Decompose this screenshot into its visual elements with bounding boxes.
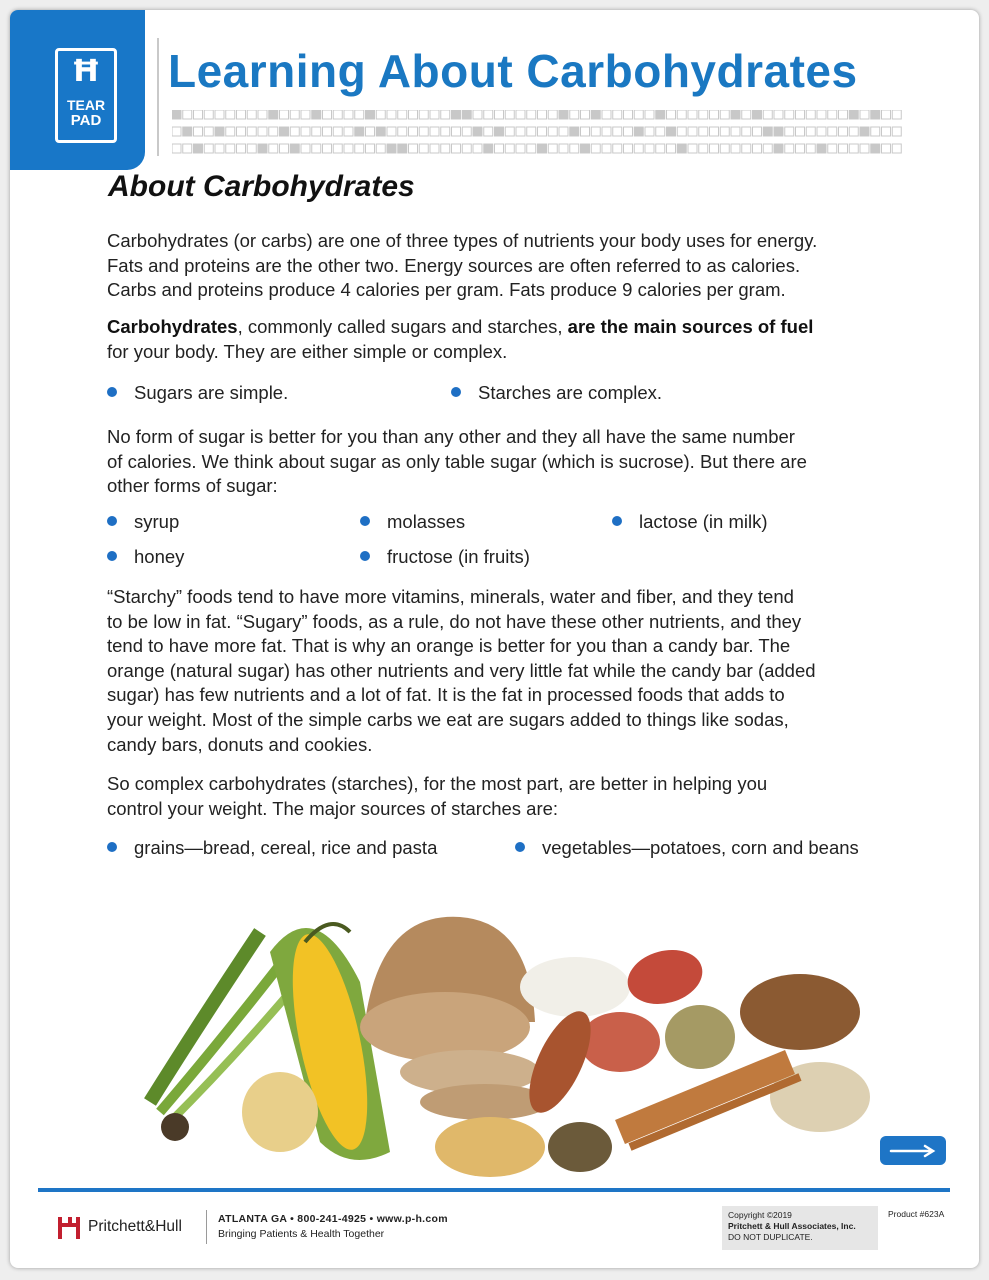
pattern-square — [247, 144, 256, 153]
pattern-square — [247, 110, 256, 119]
header-divider — [157, 38, 159, 156]
bullet-item — [107, 510, 179, 534]
pattern-square — [699, 127, 708, 136]
pattern-square — [194, 110, 203, 119]
bullet-item — [612, 510, 768, 534]
pattern-square — [301, 144, 310, 153]
pattern-square — [581, 127, 590, 136]
bullet-dot-icon — [360, 516, 370, 526]
pattern-square — [774, 110, 783, 119]
pattern-square — [591, 110, 600, 119]
pattern-square — [839, 144, 848, 153]
pattern-square — [323, 127, 332, 136]
pattern-square — [269, 144, 278, 153]
pattern-square — [419, 110, 428, 119]
pattern-square — [258, 127, 267, 136]
pattern-square — [484, 110, 493, 119]
pattern-square — [366, 127, 375, 136]
pattern-square — [505, 127, 514, 136]
bullet-dot-icon — [451, 387, 461, 397]
pattern-square — [301, 110, 310, 119]
pattern-square — [387, 110, 396, 119]
next-page-button[interactable] — [880, 1136, 946, 1165]
pattern-square — [505, 144, 514, 153]
pattern-square — [624, 110, 633, 119]
footer-divider — [38, 1188, 950, 1192]
paragraph-line: “Starchy” foods tend to have more vitamins, minerals, water and fiber, and they tend — [107, 586, 794, 607]
pattern-square — [710, 127, 719, 136]
pattern-square — [344, 144, 353, 153]
pattern-square — [892, 110, 901, 119]
pattern-square — [473, 144, 482, 153]
pattern-square — [839, 127, 848, 136]
pattern-square — [301, 127, 310, 136]
bullet-text: Sugars are simple. — [134, 382, 289, 403]
intro-line: Fats and proteins are the other two. Energy sources are often referred to as calories. — [107, 254, 801, 276]
decorative-square-pattern — [172, 110, 902, 158]
ph-logo-icon — [56, 1213, 84, 1241]
pattern-square — [290, 144, 299, 153]
bullet-dot-icon — [360, 551, 370, 561]
pattern-square — [548, 127, 557, 136]
pattern-square — [753, 127, 762, 136]
pattern-square — [269, 110, 278, 119]
pattern-square — [688, 110, 697, 119]
starchy-vs-sugary-paragraph — [107, 585, 907, 757]
pattern-square — [548, 144, 557, 153]
pattern-square — [796, 110, 805, 119]
pattern-square — [656, 144, 665, 153]
pattern-square — [548, 110, 557, 119]
pattern-square — [355, 127, 364, 136]
pattern-square — [559, 110, 568, 119]
pattern-square — [183, 127, 192, 136]
arrow-right-icon — [889, 1144, 937, 1158]
paragraph-line: other forms of sugar: — [107, 475, 278, 497]
paragraph-line: tend to have more fat. That is why an orange is better for you than a candy bar. The — [107, 635, 791, 657]
bullet-item — [107, 836, 437, 860]
pattern-square — [247, 127, 256, 136]
pattern-square — [204, 110, 213, 119]
pattern-square — [860, 127, 869, 136]
pattern-square — [731, 110, 740, 119]
footer-brand — [56, 1213, 182, 1241]
pattern-square — [785, 110, 794, 119]
pattern-square — [806, 110, 815, 119]
ph-monogram-icon: Ħ — [71, 54, 101, 89]
pattern-square — [602, 110, 611, 119]
bullet-text: molasses — [387, 511, 466, 532]
bullet-dot-icon — [107, 551, 117, 561]
pattern-square — [505, 110, 514, 119]
bullet-text: fructose (in fruits) — [387, 546, 530, 567]
pattern-square — [280, 110, 289, 119]
pattern-square — [215, 110, 224, 119]
footer-vertical-divider — [206, 1210, 207, 1244]
pattern-square — [785, 127, 794, 136]
pattern-square — [441, 144, 450, 153]
paragraph-line: of calories. We think about sugar as only table sugar (which is sucrose). But there are — [107, 450, 807, 472]
copyright-box — [722, 1206, 878, 1250]
pattern-square — [409, 144, 418, 153]
pattern-square — [849, 144, 858, 153]
fuel-paragraph — [107, 315, 907, 364]
pattern-square — [763, 127, 772, 136]
handout-page — [10, 10, 979, 1268]
bold-term: Carbohydrates — [107, 316, 238, 337]
pattern-square — [462, 127, 471, 136]
pattern-square — [634, 127, 643, 136]
pattern-square — [710, 110, 719, 119]
paragraph-line: control your weight. The major sources of starches are: — [107, 797, 559, 819]
pattern-square — [849, 127, 858, 136]
pattern-square — [333, 110, 342, 119]
pattern-square — [828, 144, 837, 153]
bullet-item — [451, 381, 662, 405]
pattern-square — [183, 110, 192, 119]
pattern-square — [527, 127, 536, 136]
pattern-square — [516, 110, 525, 119]
brand-tab — [10, 10, 145, 170]
sugar-paragraph — [107, 425, 907, 499]
pattern-square — [462, 144, 471, 153]
bullet-item — [360, 510, 465, 534]
pattern-square — [742, 127, 751, 136]
paragraph-line: orange (natural sugar) has other nutrients and very little fat while the candy bar (added — [107, 659, 816, 681]
pattern-square — [344, 127, 353, 136]
pattern-square — [495, 127, 504, 136]
pattern-square — [871, 127, 880, 136]
brand-name: Pritchett&Hull — [88, 1218, 182, 1235]
pattern-square — [624, 127, 633, 136]
pattern-square — [204, 127, 213, 136]
pattern-square — [183, 144, 192, 153]
pattern-square — [763, 144, 772, 153]
pattern-square — [398, 144, 407, 153]
paragraph-text: , commonly called sugars and starches, — [237, 316, 568, 337]
bullet-item — [107, 545, 184, 569]
pattern-square — [591, 127, 600, 136]
pattern-square — [538, 110, 547, 119]
pattern-square — [667, 144, 676, 153]
pattern-square — [817, 144, 826, 153]
pattern-square — [656, 127, 665, 136]
bullet-text: vegetables—potatoes, corn and beans — [542, 837, 859, 858]
pattern-square — [785, 144, 794, 153]
pattern-square — [871, 144, 880, 153]
pattern-square — [892, 127, 901, 136]
pattern-square — [215, 127, 224, 136]
bullet-text: grains—bread, cereal, rice and pasta — [134, 837, 438, 858]
pattern-square — [226, 127, 235, 136]
paragraph-text: for your body. They are either simple or complex. — [107, 340, 508, 362]
intro-paragraph — [107, 229, 907, 303]
pattern-square — [419, 127, 428, 136]
pattern-square — [172, 127, 181, 136]
pattern-square — [172, 110, 181, 119]
pattern-square — [688, 127, 697, 136]
bullet-text: Starches are complex. — [478, 382, 663, 403]
pattern-square — [430, 127, 439, 136]
pattern-square — [828, 110, 837, 119]
pattern-square — [430, 144, 439, 153]
bold-phrase: are the main sources of fuel — [567, 316, 814, 337]
pattern-square — [516, 127, 525, 136]
pattern-square — [570, 127, 579, 136]
section-heading: About Carbohydrates — [108, 170, 415, 203]
lentils-dark-icon — [548, 1122, 612, 1172]
tagline: Bringing Patients & Health Together — [218, 1228, 385, 1240]
pattern-square — [538, 144, 547, 153]
pattern-square — [559, 127, 568, 136]
product-number: Product #623A — [888, 1209, 945, 1219]
copyright-text: Copyright ©2019 — [728, 1210, 792, 1220]
pattern-square — [796, 127, 805, 136]
pattern-square — [774, 127, 783, 136]
paragraph-line: to be low in fat. “Sugary” foods, as a rule, do not have these other nutrients, and they — [107, 610, 802, 632]
pattern-square — [753, 144, 762, 153]
pattern-square — [699, 144, 708, 153]
pattern-square — [527, 144, 536, 153]
pattern-square — [237, 127, 246, 136]
pattern-square — [312, 144, 321, 153]
pattern-square — [817, 110, 826, 119]
pattern-square — [860, 110, 869, 119]
bullet-dot-icon — [515, 842, 525, 852]
bullet-text: lactose (in milk) — [639, 511, 768, 532]
pattern-square — [796, 144, 805, 153]
logo-line-pad: PAD — [70, 112, 102, 129]
pattern-square — [398, 127, 407, 136]
pattern-square — [882, 110, 891, 119]
intro-line: Carbs and proteins produce 4 calories per gram. Fats produce 9 calories per gram. — [107, 279, 786, 301]
pattern-square — [570, 110, 579, 119]
pattern-square — [871, 110, 880, 119]
paragraph-line: So complex carbohydrates (starches), for the most part, are better in helping you — [107, 773, 768, 794]
pattern-square — [806, 127, 815, 136]
pattern-square — [376, 144, 385, 153]
pattern-square — [473, 127, 482, 136]
pattern-square — [366, 144, 375, 153]
bran-cereal-icon — [740, 974, 860, 1050]
pattern-square — [430, 110, 439, 119]
pattern-square — [484, 127, 493, 136]
pattern-square — [613, 144, 622, 153]
pattern-square — [688, 144, 697, 153]
pattern-square — [774, 144, 783, 153]
bullet-text: syrup — [134, 511, 180, 532]
pattern-square — [409, 110, 418, 119]
pattern-square — [559, 144, 568, 153]
pattern-square — [882, 127, 891, 136]
pattern-square — [677, 110, 686, 119]
pattern-square — [634, 144, 643, 153]
rice-pile-icon — [520, 957, 630, 1017]
pattern-square — [387, 144, 396, 153]
bullet-item — [515, 836, 859, 860]
potato-icon — [242, 1072, 318, 1152]
pattern-square — [376, 127, 385, 136]
pattern-square — [645, 144, 654, 153]
pattern-square — [849, 110, 858, 119]
pattern-square — [376, 110, 385, 119]
bullet-dot-icon — [107, 842, 117, 852]
sweet-potato-icon — [580, 1012, 660, 1072]
pattern-square — [355, 110, 364, 119]
pattern-square — [591, 144, 600, 153]
pattern-square — [452, 127, 461, 136]
bullet-dot-icon — [107, 387, 117, 397]
pattern-square — [258, 110, 267, 119]
pattern-square — [215, 144, 224, 153]
paragraph-line: No form of sugar is better for you than any other and they all have the same number — [107, 426, 795, 447]
pattern-square — [892, 144, 901, 153]
paragraph-line: sugar) has few nutrients and a lot of fat. It is the fat in processed foods that adds to — [107, 684, 785, 706]
pattern-square — [495, 110, 504, 119]
pattern-square — [441, 110, 450, 119]
pattern-square — [602, 127, 611, 136]
pattern-square — [613, 110, 622, 119]
pattern-square — [882, 144, 891, 153]
pattern-square — [441, 127, 450, 136]
pattern-square — [312, 110, 321, 119]
pattern-square — [753, 110, 762, 119]
paragraph-line: candy bars, donuts and cookies. — [107, 733, 373, 755]
pattern-square — [742, 110, 751, 119]
pattern-square — [645, 127, 654, 136]
pattern-square — [194, 144, 203, 153]
pattern-square — [581, 110, 590, 119]
pattern-square — [860, 144, 869, 153]
pattern-square — [204, 144, 213, 153]
bullet-dot-icon — [107, 516, 117, 526]
pattern-square — [731, 144, 740, 153]
bullet-item — [107, 381, 288, 405]
pattern-square — [333, 127, 342, 136]
pattern-square — [452, 110, 461, 119]
chickpeas-icon — [435, 1117, 545, 1177]
pattern-square — [677, 144, 686, 153]
pattern-square — [817, 127, 826, 136]
pattern-square — [839, 110, 848, 119]
intro-line: Carbohydrates (or carbs) are one of three types of nutrients your body uses for energy. — [107, 230, 818, 251]
pattern-square — [409, 127, 418, 136]
carbohydrate-foods-illustration — [140, 872, 880, 1182]
pattern-square — [624, 144, 633, 153]
pattern-square — [720, 127, 729, 136]
paragraph-line: your weight. Most of the simple carbs we eat are sugars added to things like sodas, — [107, 708, 789, 730]
bullet-dot-icon — [612, 516, 622, 526]
pattern-square — [269, 127, 278, 136]
pattern-square — [290, 110, 299, 119]
pattern-square — [355, 144, 364, 153]
pattern-square — [312, 127, 321, 136]
pattern-square — [581, 144, 590, 153]
pattern-square — [237, 110, 246, 119]
pattern-square — [677, 127, 686, 136]
pattern-square — [634, 110, 643, 119]
bullet-item — [360, 545, 530, 569]
lentils-icon — [665, 1005, 735, 1069]
pattern-square — [613, 127, 622, 136]
pattern-square — [344, 110, 353, 119]
pattern-square — [527, 110, 536, 119]
pattern-square — [645, 110, 654, 119]
pattern-square — [172, 144, 181, 153]
pattern-square — [806, 144, 815, 153]
pattern-square — [194, 127, 203, 136]
pattern-square — [387, 127, 396, 136]
pattern-square — [516, 144, 525, 153]
pattern-square — [731, 127, 740, 136]
tear-pad-logo — [55, 48, 117, 143]
pattern-square — [763, 110, 772, 119]
pattern-square — [720, 144, 729, 153]
pattern-square — [452, 144, 461, 153]
page-title: Learning About Carbohydrates — [168, 45, 858, 97]
red-potato-icon — [622, 942, 709, 1012]
bullet-text: honey — [134, 546, 185, 567]
pattern-square — [462, 110, 471, 119]
pattern-square — [280, 127, 289, 136]
pattern-square — [667, 127, 676, 136]
pattern-square — [720, 110, 729, 119]
pattern-square — [602, 144, 611, 153]
pattern-square — [495, 144, 504, 153]
pattern-square — [699, 110, 708, 119]
pattern-square — [710, 144, 719, 153]
pattern-square — [828, 127, 837, 136]
contact-info: ATLANTA GA • 800-241-4925 • www.p-h.com — [218, 1213, 448, 1225]
pattern-square — [258, 144, 267, 153]
pattern-square — [290, 127, 299, 136]
pattern-square — [366, 110, 375, 119]
pattern-square — [667, 110, 676, 119]
complex-carbs-paragraph — [107, 772, 907, 821]
pattern-square — [226, 110, 235, 119]
logo-line-tear: TEAR — [66, 97, 106, 113]
pattern-square — [538, 127, 547, 136]
pattern-square — [419, 144, 428, 153]
duplicate-notice: DO NOT DUPLICATE. — [728, 1232, 813, 1242]
pattern-square — [484, 144, 493, 153]
bread-loaf-icon — [360, 917, 550, 1120]
pattern-square — [323, 110, 332, 119]
pattern-square — [742, 144, 751, 153]
pattern-square — [323, 144, 332, 153]
company-name: Pritchett & Hull Associates, Inc. — [728, 1221, 856, 1231]
pattern-square — [656, 110, 665, 119]
pattern-square — [333, 144, 342, 153]
pattern-square — [570, 144, 579, 153]
pattern-square — [226, 144, 235, 153]
pattern-square — [398, 110, 407, 119]
pattern-square — [237, 144, 246, 153]
pattern-square — [280, 144, 289, 153]
pattern-square — [473, 110, 482, 119]
